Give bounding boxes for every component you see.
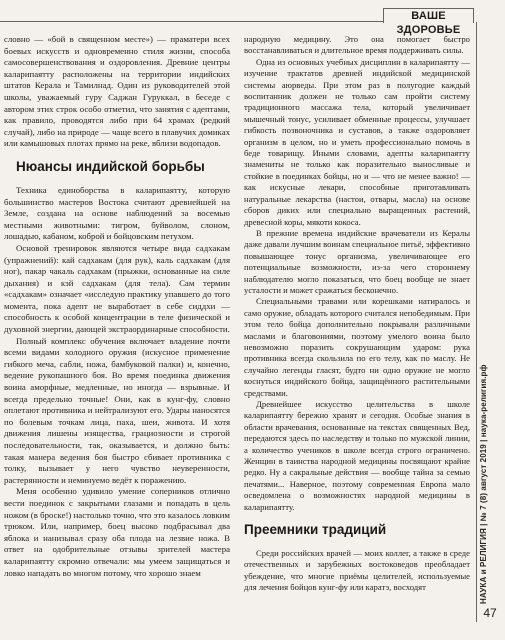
paragraph: Меня особенно удивило умение соперников отлично вести поединок с закрытыми глазами и попадать в цель ножом (в броске!) настолько точно, что это казалось ловким трюком. Или, например, боец высоко подбрасывал два яблока и нанизывал сразу оба плода на лезвие ножа. В ответ на одобрительные отзывы зрителей мастера каларипаятту скромно отвечали: мы умеем защищаться и ловко нападать во многом потому, что хорошо знаем	[4, 486, 230, 578]
paragraph: Специальными травами или корешками натиралось и само оружие, обладать которого считался непобедимым. При этом тело бойца дополнительно покрывали различными маслами и благовониями, поэтому умелого воина было невозможно поразить сокрушающим ударом: рука противника всегда скользила по его телу, как по маслу. Не случайно легенды гласят, будто ни одно оружие не могло коснуться индийского бойца, защищённого растительными средствами.	[244, 296, 470, 398]
paragraph: В прежние времена индийские врачеватели из Кералы даже давали лучшим воинам специальное питьё, эффективно повышающее тонус организма, увеличивающее его потенциальные возможности, из-за чего стороннему наблюдателю могло показаться, что боец вообще не знает усталости и может сражаться бесконечно.	[244, 227, 470, 295]
left-column	[4, 34, 230, 579]
paragraph: Техника единоборства в каларипаятту, которую большинство мастеров Востока считают древнейшей на Земле, создана на основе наблюдений за восемью местными животными: тигром, буйволом, слоном, лошадью, кабаном, коброй и бойцовским петухом.	[4, 184, 230, 242]
section-heading: Нюансы индийской борьбы	[16, 158, 205, 174]
paragraph: Древнейшее искусство целительства в школе каларипаятту бережно хранят и сегодня. Особые знания в области врачевания, основанные на текстах священных Вед, передаются здесь по наследству и только по мужской линии, а количество учеников в школе всегда строго ограничено. Женщин в таинства народной медицины посвящают крайне редко. Ну а сакральные действия — вообще тайна за семью печатями... Наверное, поэтому современная Европа мало осведомлена о возможностях народной медицины в каларипаятту.	[244, 399, 470, 512]
paragraph: народную медицину. Это она помогает быстро восстанавливаться и длительное время поддерживать силы.	[244, 34, 470, 56]
paragraph: словно — «бой в священном месте») — праматери всех боевых искусств и одновременно стиля жизни, способа самосовершенствования и оздоровления. Древние центры каларипаятту расположены на территории индийских штатов Керала и Тамилнад. Один из руководителей этой школы, уважаемый гуру Саджан Гуруккал, в беседе с автором этих строк особо отметил, что занятия с адептами, как правило, проводятся либо при 64 храмах (редкий случай), либо на природе — чаще всего в плавучих домиках или камышовых плотах прямо на реке, вблизи водопадов.	[4, 34, 230, 149]
journal-info: НАУКА и РЕЛИГИЯ | № 7 (8) август 2019 | наука-религия.рф	[479, 364, 488, 604]
paragraph: Основой тренировок являются четыре вида садхакам (упражнений): кай садхакам (для рук), каль садхакам (для ног), пакар чакаль садхакам (прыжки, основанные на силе дыхания) и кэй садхакам (для тела). Сам термин «садхакам» означает «исследую практику упавшего до того момента, пока адепт не выработает в себе сиддхи — способность к особой концентрации в теле физической и духовной энергии, дающей экстраординарные способности.	[4, 242, 230, 335]
right-column	[244, 34, 470, 594]
section-title: ВАШЕ ЗДОРОВЬЕ	[383, 8, 474, 23]
page-number: 47	[483, 606, 497, 620]
paragraph: Среди российских врачей — моих коллег, а также в среде отечественных и зарубежных востоковедов преобладает убеждение, что многие приёмы целителей, используемые для лечения бойцов кунг-фу или каратэ, восходят	[244, 548, 470, 593]
paragraph: Одна из основных учебных дисциплин в каларипаятту — изучение трактатов древней индийской медицинской системы аюрведы. При этом раз в полугодие каждый воспитанник должен не только сам пройти систему традиционного массажа тела, который увеличивает мышечный тонус, усиливает обменные процессы, улучшает гибкость позвоночника и суставов, а также оздоровляет организм в целом, но и уметь профессионально помочь в беде товарищу. Иными словами, адепты каларипаятту знамениты не только как поразительно выносливые и стойкие в поединках бойцы, но и — что не менее важно! — как искусные лекари, способные приготавливать натуральные лекарства (настои, отвары, масла) на основе сборов диких или специально выращенных растений, древесной коры, мякоти кокоса.	[244, 56, 470, 227]
paragraph: Полный комплекс обучения включает владение почти всеми видами холодного оружия (искусное применение гибкого меча, сабли, ножа, бамбуковой палки) и, конечно, ведение рукопашного боя. Во время поединка движения воина аморфные, медленные, но иногда — взрывные. И всегда предельно точные! Они, как в кунг-фу, словно оплетают противника и нейтрализуют его. Удары наносятся по болевым точкам лица, паха, шеи, живота. И хотя движения лишены изящества, грациозности и строгой последовательности, так, оказывается, и должно быть: такая манера ведения боя быстро сбивает противника с толку, вызывает у него чувство неуверенности, растерянности и неминуемо ведёт к поражению.	[4, 335, 230, 485]
section-heading: Преемники традиций	[244, 522, 387, 538]
margin-rule	[476, 22, 477, 622]
